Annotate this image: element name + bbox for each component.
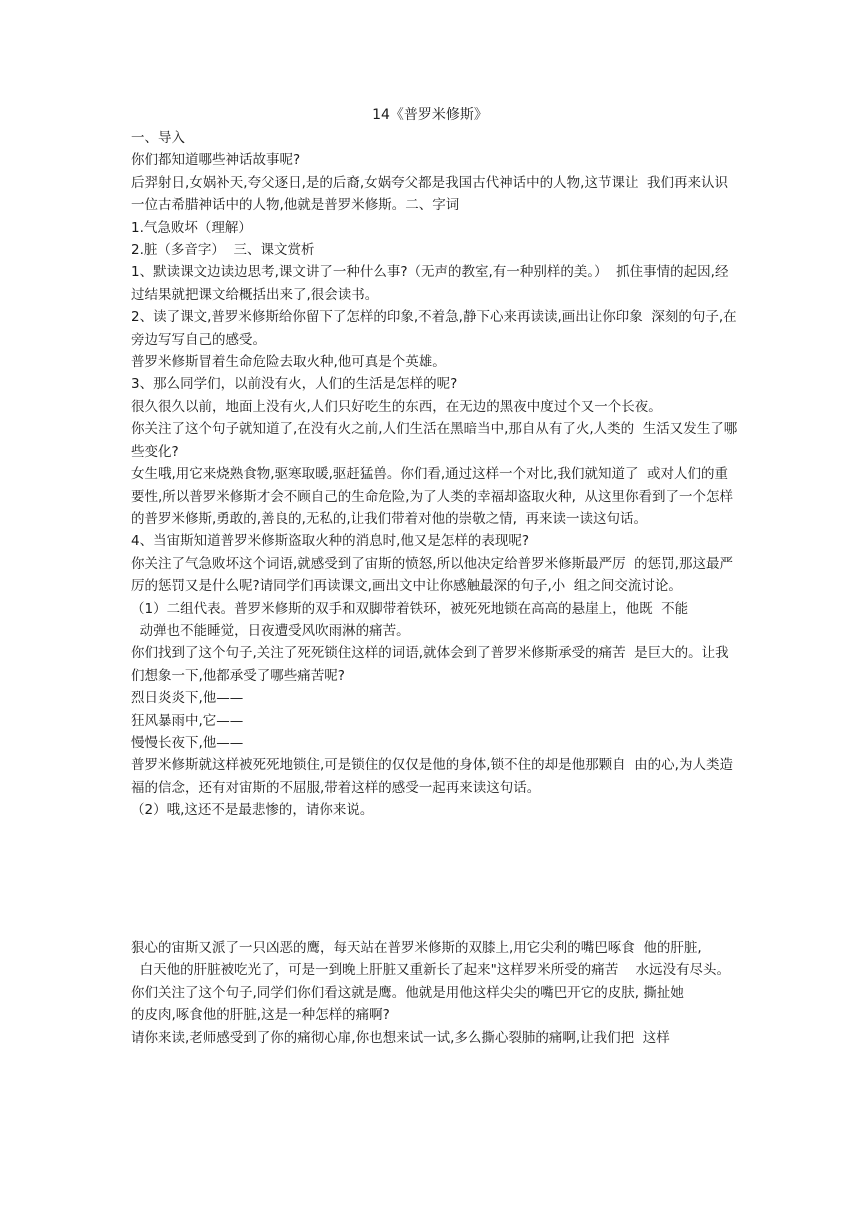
paragraph: 你关注了气急败坏这个词语,就感受到了宙斯的愤怒,所以他决定给普罗米修斯最严厉 的惩罚,那这最严厉的惩罚又是什么呢?请同学们再读课文,画出文中让你感触最深的句子,小 组之间交流讨论。 — [131, 555, 733, 595]
main-text-block — [131, 127, 741, 822]
paragraph: 白天他的肝脏被吃光了，可是一到晚上肝脏又重新长了起来"这样罗米所受的痛苦 水远没有尽头。你们关注了这个句子,同学们你们看这就是鹰。他就是用他这样尖尖的嘴巴开它的皮肤, 撕扯她 — [131, 962, 730, 1001]
paragraph: 动弹也不能睡觉，日夜遭受风吹雨淋的痛苦。 — [131, 622, 410, 639]
paragraph: 1.气急败坏（理解） — [131, 219, 252, 236]
paragraph: 狂风暴雨中,它—— — [131, 712, 244, 729]
paragraph: 你们都知道哪些神话故事呢? — [131, 152, 301, 169]
continued-text-block — [131, 937, 741, 1049]
paragraph: 女生哦,用它来烧熟食物,驱寒取暖,驱赶猛兽。你们看,通过这样一个对比,我们就知道了 或对人们的重要性,所以普罗米修斯才会不顾自己的生命危险,为了人类的幸福却盗取火种, 从这里你看到了一个怎样的普罗米修斯,勇敢的,善良的,无私的,让我们带着对他的崇敬之情, 再来读一读这句话。 — [131, 466, 733, 527]
paragraph: 的皮肉,啄食他的肝脏,这是一种怎样的痛啊? — [131, 1007, 390, 1024]
paragraph: 3、那么同学们，以前没有火，人们的生活是怎样的呢? — [131, 376, 458, 393]
paragraph: 你关注了这个句子就知道了,在没有火之前,人们生活在黑暗当中,那自从有了火,人类的 生活又发生了哪些变化? — [131, 421, 738, 460]
paragraph: 普罗米修斯就这样被死死地锁住,可是锁住的仅仅是他的身体,锁不住的却是他那颗自 由的心,为人类造福的信念，还有对宙斯的不屈服,带着这样的感受一起再来读这句话。 — [131, 757, 733, 796]
paragraph: （1）二组代表。普罗米修斯的双手和双脚带着铁环，被死死地锁在高高的悬崖上，他既 不能 — [131, 600, 689, 617]
paragraph: 2.脏（多音字） 三、课文赏析 — [131, 242, 315, 259]
paragraph: 请你来读,老师感受到了你的痛彻心扉,你也想来试一试,多么撕心裂肺的痛啊,让我们把 这样 — [131, 1029, 670, 1046]
paragraph: 2、读了课文,普罗米修斯给你留下了怎样的印象,不着急,静下心来再读读,画出让你印象 深刻的句子,在旁边写写自己的感受。 — [131, 309, 737, 348]
document-title: 14《普罗米修斯》 — [372, 107, 488, 123]
paragraph: 慢慢长夜下,他—— — [131, 734, 244, 751]
paragraph: 普罗米修斯冒着生命危险去取火种,他可真是个英雄。 — [131, 354, 446, 371]
paragraph: 狠心的宙斯又派了一只凶恶的鹰，每天站在普罗米修斯的双膝上,用它尖利的嘴巴啄食 他的肝脏, — [131, 940, 702, 956]
paragraph: 一、导入 — [131, 130, 185, 146]
paragraph: 1、默读课文边读边思考,课文讲了一种什么事?（无声的教室,有一种别样的美。） 抓住事情的起因,经过结果就把课文给概括出来了,很会读书。 — [131, 264, 729, 303]
paragraph: 很久很久以前，地面上没有火,人们只好吃生的东西，在无边的黑夜中度过个又一个长夜。 — [131, 398, 662, 415]
paragraph: 后羿射日,女娲补天,夸父逐日,是的后裔,女娲夸父都是我国古代神话中的人物,这节课让 我们再来认识一位古希腊神话中的人物,他就是普罗米修斯。二、字词 — [131, 174, 729, 214]
paragraph: 4、当宙斯知道普罗米修斯盗取火种的消息时,他又是怎样的表现呢? — [131, 533, 530, 550]
paragraph: 烈日炎炎下,他—— — [131, 690, 244, 707]
paragraph: 你们找到了这个句子,关注了死死锁住这样的词语,就体会到了普罗米修斯承受的痛苦 是巨大的。让我们想象一下,他都承受了哪些痛苦呢? — [131, 645, 729, 684]
paragraph: （2）哦,这还不是最悲惨的，请你来说。 — [131, 802, 374, 819]
